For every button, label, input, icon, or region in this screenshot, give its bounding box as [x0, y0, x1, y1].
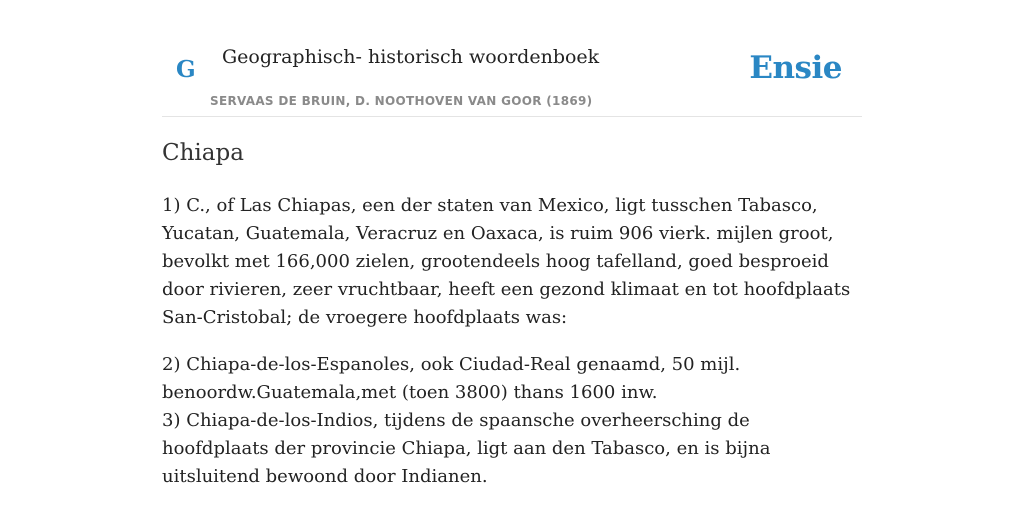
entry-body	[162, 192, 862, 491]
entry-paragraph	[162, 351, 862, 491]
ensie-logo[interactable]: Ensie	[749, 50, 842, 86]
book-letter-icon[interactable]: G	[176, 56, 196, 83]
entry-paragraph: 1) C., of Las Chiapas, een der staten van Mexico, ligt tusschen Tabasco, Yucatan, Guatemala, Veracruz en Oaxaca, is ruim 906 vierk. mijlen groot, bevolkt met 166,000 zielen, grootendeels hoog tafelland, goed besproeid door rivieren, zeer vruchtbaar, heeft een gezond klimaat en tot hoofdplaats San-Cristobal; de vroegere hoofdplaats was:	[162, 195, 851, 328]
entry-title: Chiapa	[162, 140, 244, 166]
entry-line: 3) Chiapa-de-los-Indios, tijdens de spaansche overheersching de hoofdplaats der provincie Chiapa, ligt aan den Tabasco, en is bijna uitsluitend bewoond door Indianen.	[162, 410, 771, 487]
book-author: SERVAAS DE BRUIN, D. NOOTHOVEN VAN GOOR (1869)	[210, 94, 593, 108]
book-title[interactable]: Geographisch- historisch woordenboek	[222, 46, 600, 68]
entry-line: 2) Chiapa-de-los-Espanoles, ook Ciudad-Real genaamd, 50 mijl. benoordw.Guatemala,met (toen 3800) thans 1600 inw.	[162, 354, 741, 403]
header	[162, 0, 862, 117]
